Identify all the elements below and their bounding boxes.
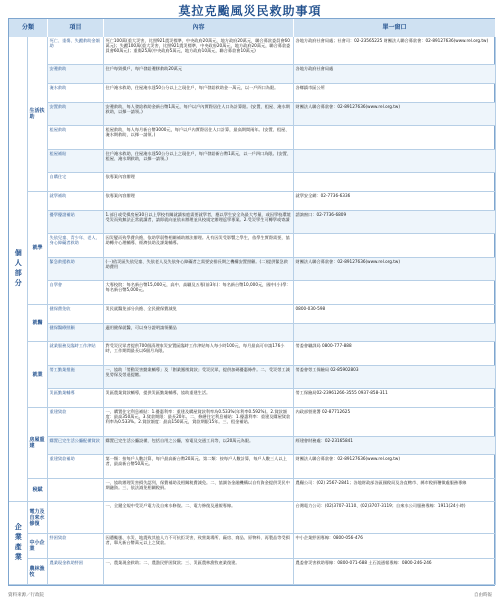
row-content: 依專案內容辦理 bbox=[104, 173, 294, 192]
row-content: 1.部日或受損房屋30日以上學校有關就讀家庭需要就學者，應以學生安全為最大考量，或因學校環境受災而致無法正常就讀者，請即就向並依未辦理並具校規定辦理返學專案。2.受災學生可轉學或寄讀 bbox=[104, 211, 294, 235]
row-content: 大專校院：每名新台幣15,000元，高中、高職及五專(前3年)：每名新台幣10,000元，國中(小)學：每名新台幣5,000元。 bbox=[104, 281, 294, 305]
row-content: 一、農業現金救助；二、農漁民紓困貸款；三、災區農林漁牧產業復建。 bbox=[104, 559, 294, 585]
group-label: 企業產業 bbox=[9, 502, 28, 585]
row-contact: 諮詢窗口：02-7736-6809 bbox=[294, 211, 496, 235]
row-contact: 0800-030-598 bbox=[294, 305, 496, 324]
row-contact: 各地方政府社會局處 bbox=[294, 65, 496, 84]
row-contact: 各鄉鎮市區公所 bbox=[294, 84, 496, 103]
row-item: 災區勤業輔導 bbox=[48, 389, 104, 408]
row-content: 依專案內容辦理 bbox=[104, 192, 294, 211]
row-content: 住戶每毀損戶，每戶發給遷移救助20萬元 bbox=[104, 65, 294, 84]
row-content: 災區農業貸款輔導，提供災區勤業輔導，協助重建生活。 bbox=[104, 389, 294, 408]
row-contact: 經建會財務處：02-23165841 bbox=[294, 437, 496, 456]
row-content: 災民就醫免部分負擔、全民健保費減免 bbox=[104, 305, 294, 324]
row-content: 一、協助「勞動災害勤業輔導」及「創業鳳凰貸款」受災民眾，提供加碼優惠條件。二、受災勞工減免勞保及勞退提繳。 bbox=[104, 366, 294, 390]
row-contact bbox=[294, 234, 496, 258]
row-content: (一)依災區失依兒童、失依老人及失依身心障礙者之需要安排長期之機構安置照顧。(二)提供緊急救助費用 bbox=[104, 258, 294, 282]
group-label: 個人部分 bbox=[9, 37, 28, 503]
row-contact: 財團法人聯合募款會：02-89127636(www.rel.org.tw) bbox=[294, 103, 496, 127]
category-label: 房屋重建 bbox=[28, 408, 48, 479]
row-item: 健保醫療照顧 bbox=[48, 324, 104, 343]
row-item: 租屋補貼 bbox=[48, 150, 104, 174]
row-content: 對受災民眾者提供700個清理家災安置區臨時工作津貼每人每小時100元，每月最高可申請176小時，工作期間最長以6個月為限。 bbox=[104, 342, 294, 366]
row-item: 安遷救助 bbox=[48, 65, 104, 84]
row-contact bbox=[294, 173, 496, 192]
header-contact: 單一窗口 bbox=[294, 19, 496, 37]
row-item: 購置已完生活公廳配備貸款 bbox=[48, 437, 104, 456]
row-item: 租屋救助 bbox=[48, 126, 104, 150]
category-label: 稅賦 bbox=[28, 479, 48, 503]
category-label: 就學 bbox=[28, 192, 48, 305]
row-item bbox=[48, 479, 104, 503]
row-contact: 台灣電力公司：(02)3707-3110、(02)3707-3119；自來水公司服務專線：1911(24小時) bbox=[294, 502, 496, 534]
row-item: 健保費免收 bbox=[48, 305, 104, 324]
row-content: 安遷救助，每人發給救助金新台幣1萬元，每戶以戶內實際居住人口為計算限。(安置、租屋、淹水期救助，以擇一請領。) bbox=[104, 103, 294, 127]
row-item: 就學補助 bbox=[48, 192, 104, 211]
row-contact: 中小企業紓困專線：0800-056-476 bbox=[294, 534, 496, 560]
row-contact bbox=[294, 281, 496, 305]
row-contact: 勞工保險局02-23961266-3555 0937-858-311 bbox=[294, 389, 496, 408]
row-content: 購置已完生活公廳設備，包括自用之公廳，家電及交通工具等，以20萬元為限。 bbox=[104, 437, 294, 456]
row-item: 就業服務及臨時工作津貼 bbox=[48, 342, 104, 366]
publisher-note: 自由時報 bbox=[474, 593, 492, 598]
row-contact: 勞委會勞工保險局 02-85902803 bbox=[294, 366, 496, 390]
row-item: 勞工勤業措施 bbox=[48, 366, 104, 390]
row-item: 紓困貸款 bbox=[48, 534, 104, 560]
row-item bbox=[48, 502, 104, 534]
row-content: 一、購置住宅利息補貼：1.優惠利率：重建及購屋貸款利率為0.533%(年利率0.592%)。2.貸款額度：最高350萬元。3.貸款期限：最長20年。二、修繕住宅利息補貼：1.優惠利率：重建及購屋貸款利率為0.533%。2.貸款額度：最高150萬元，貸款期限15年。三、租金補貼。 bbox=[104, 408, 294, 437]
row-item: 重建貸款 bbox=[48, 408, 104, 437]
row-contact bbox=[294, 324, 496, 343]
row-item: 優學優證補貼 bbox=[48, 211, 104, 235]
row-item: 自購住宅 bbox=[48, 173, 104, 192]
category-label: 農林漁牧 bbox=[28, 559, 48, 585]
row-contact bbox=[294, 126, 496, 150]
row-contact: 內政部營建署 02-87712625 bbox=[294, 408, 496, 437]
row-item: 農業現金救助紓困 bbox=[48, 559, 104, 585]
page-title: 莫拉克颱風災民救助事項 bbox=[178, 4, 322, 18]
header-content: 內容 bbox=[104, 19, 294, 37]
row-item: 自學會 bbox=[48, 281, 104, 305]
category-label: 生活扶助 bbox=[28, 37, 48, 192]
row-contact: 各地方政府社會局處；社會司：02-23565225 財團法人聯合募款會：02-89127636(www.rel.org.tw) bbox=[294, 37, 496, 66]
category-label: 電力及自來水修復 bbox=[28, 502, 48, 534]
row-contact: 就學安全網：02-7736-6336 bbox=[294, 192, 496, 211]
row-content: 一、協助辦理災害損失認列，保費補助及相關稅費減免。二、協調各金融機構以自有資金提供災民中期融資。三、依法減免相關稅捐。 bbox=[104, 479, 294, 503]
row-item: 死亡、重傷、失蹤救助金額助 bbox=[48, 37, 104, 66]
row-contact: 財團法人聯合募款會：02-89127636(www.rel.org.tw) bbox=[294, 258, 496, 282]
category-label: 中小企業 bbox=[28, 534, 48, 560]
relief-table bbox=[8, 18, 495, 586]
row-content: 因災變而致學費負擔，依助學弱勢相關補助辦法辦理。凡有因災受影響之學生，依學生實際需要，協助轉介心理輔導、經濟扶助及課業輔導。 bbox=[104, 234, 294, 258]
row-contact: 財團法人聯合募款會：02-89127636(www.rel.org.tw) bbox=[294, 455, 496, 479]
header-item: 項目 bbox=[48, 19, 104, 37]
row-item: 失依兒童、青少年、老人、身心障礙者救助 bbox=[48, 234, 104, 258]
row-contact: 勞委會職訓局 0800-777-888 bbox=[294, 342, 496, 366]
row-contact: 農糧公司：(02) 2567-2841；各地財政部各區國稅局及各直轄市、縣市稅捐稽徵處服務專線 bbox=[294, 479, 496, 503]
row-item: 安置救助 bbox=[48, 103, 104, 127]
row-content: 一、全鍵全規中受災戶電力及自來水修復。二、電力修復及通報專線。 bbox=[104, 502, 294, 534]
source-note: 資料來源／行政院 bbox=[8, 593, 44, 598]
row-content: 第一類：按每戶人數計算，每戶最高新台幣20萬元。第二類：按每戶人數計算，每戶人數三人以上者，最高新台幣50萬元。 bbox=[104, 455, 294, 479]
row-content: 住戶淹水救助，住屋淹水達50公分以上之現住戶，每戶發給救助金一萬元，以一戶四口為限。 bbox=[104, 84, 294, 103]
row-contact bbox=[294, 150, 496, 174]
category-label: 就醫 bbox=[28, 305, 48, 342]
header-category: 分類 bbox=[9, 19, 48, 37]
row-item: 緊急救援救助 bbox=[48, 258, 104, 282]
row-content: 租屋救助，每人每月新台幣3000元，每戶以戶內實際居住人口計算，最高期間兩年。(安置、租屋、淹水期救助，以擇一請領。) bbox=[104, 126, 294, 150]
row-item: 重建貸款補助 bbox=[48, 455, 104, 479]
row-contact: 農委會災害救助專線：0800-071-688 土石流通報專線：0800-246-246 bbox=[294, 559, 496, 585]
row-content: 適用健保就醫，可以身分證明請領藥品 bbox=[104, 324, 294, 343]
row-content: 住戶淹水救助，住屋淹水達50公分以上之現住戶，每戶發給新台幣1萬元，以一戶四口為限。(安置、租屋、淹水期救助，以擇一請領。) bbox=[104, 150, 294, 174]
row-content: 因遭颱風、水災、地震致其他人力不可抗拒災害，致營業場所、廠房、商品、原物料、再製品等受損者，舉凡新台幣萬元以上之貸款。 bbox=[104, 534, 294, 560]
category-label: 就業 bbox=[28, 342, 48, 408]
row-content: 死亡100萬(重大災害，比照921震災標準，中央政府20萬元，地方政府20萬元，聯合募款委員會60萬元)；失蹤100萬(重大災害，比照921震災標準，中央政府20萬元，地方政府20萬元，聯合募款委員會60萬元)；重傷25萬(中央政府5萬元，地方政府10萬元，聯合募款會10萬元) bbox=[104, 37, 294, 66]
row-item: 淹水救助 bbox=[48, 84, 104, 103]
